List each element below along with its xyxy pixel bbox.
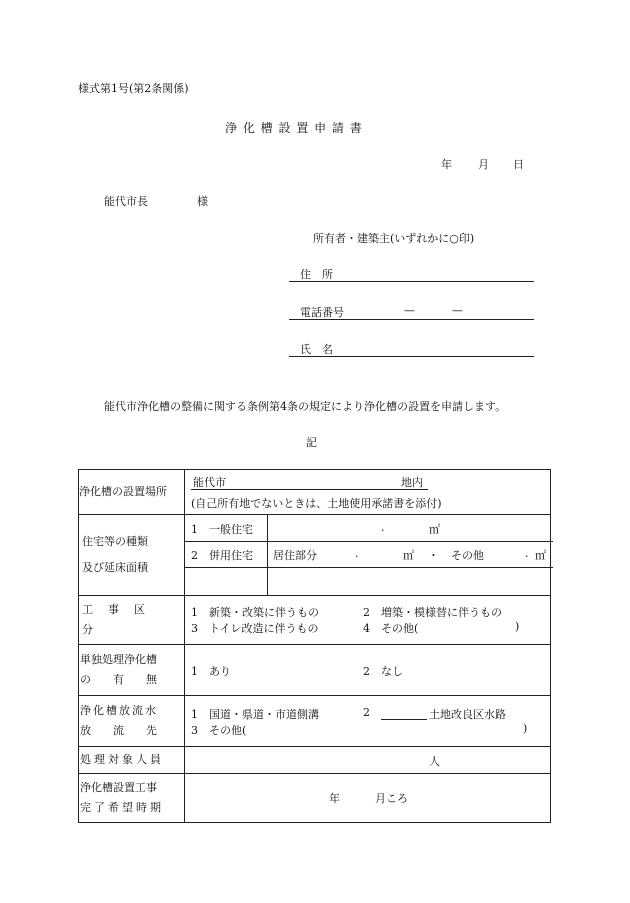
floor-area-label-line1: 住宅等の種類 (82, 535, 148, 548)
construction-label: 工事区分 (79, 596, 185, 645)
discharge-opt3-close: ) (523, 722, 528, 735)
floor-area-label-line2: 及び延床面積 (82, 561, 148, 574)
floor-area-cell (185, 515, 551, 596)
row-completion (79, 774, 551, 823)
location-suffix: 地内 (401, 476, 423, 489)
name-label: 氏 名 (300, 343, 333, 356)
ki-label: 記 (306, 436, 317, 449)
body-text: 能代市浄化槽の整備に関する条例第4条の規定により浄化槽の設置を申請します。 (104, 400, 507, 413)
discharge-opt1: 1 国道・県道・市道側溝 (191, 708, 319, 721)
floor-area-label (79, 515, 185, 596)
location-label: 浄化槽の設置場所 (79, 470, 185, 515)
floor-area-residential: 居住部分 (273, 549, 317, 562)
date-day: 日 (513, 158, 524, 171)
floor-area-opt1-unit: ㎡ (429, 523, 440, 536)
location-note: (自己所有地でないときは、土地使用承諾書を添付) (191, 497, 442, 510)
floor-area-opt2-unit: ㎡ (403, 549, 414, 562)
construction-opt4-close: ) (515, 620, 520, 633)
addressee-name: 能代市長 (104, 195, 148, 208)
floor-area-opt2: 2 併用住宅 (191, 549, 253, 562)
discharge-label: 浄化槽放流水 放流先 (79, 696, 185, 747)
row-persons (79, 747, 551, 774)
discharge-opt2-text: 土地改良区水路 (429, 708, 506, 721)
discharge-opt3: 3 その他( (191, 724, 247, 737)
completion-year: 年 (329, 792, 340, 805)
discharge-opt2-underline (381, 719, 427, 720)
single-septic-cell (185, 645, 551, 696)
single-septic-label: 単独処理浄化槽 の有無 (79, 645, 185, 696)
completion-label: 浄化槽設置工事 完了希望時期 (79, 774, 185, 823)
form-code: 様式第1号(第2条関係) (78, 82, 189, 95)
row-floor-area (79, 515, 551, 596)
single-septic-no: 2 なし (363, 665, 403, 678)
discharge-cell (185, 696, 551, 747)
phone-line (289, 319, 534, 320)
phone-separator-1: — (404, 304, 415, 317)
floor-area-opt1-dot: . (381, 521, 385, 534)
completion-month: 月ころ (375, 792, 408, 805)
row-discharge (79, 696, 551, 747)
phone-label: 電話番号 (300, 306, 344, 319)
floor-area-divider-v (267, 515, 268, 595)
location-cell[interactable] (185, 470, 551, 515)
construction-opt1: 1 新築・改築に伴うもの (191, 606, 319, 619)
floor-area-opt1: 1 一般住宅 (191, 523, 253, 536)
applicant-heading: 所有者・建築主(いずれかに○印) (313, 232, 475, 245)
completion-cell[interactable] (185, 774, 551, 823)
floor-area-other: その他 (451, 549, 484, 562)
page-title: 浄 化 槽 設 置 申 請 書 (225, 121, 363, 135)
construction-opt4: 4 その他( (363, 622, 419, 635)
name-line (289, 356, 534, 357)
persons-label: 処理対象人員 (79, 747, 185, 774)
floor-area-other-dot: . (525, 547, 529, 560)
single-septic-yes: 1 あり (191, 665, 231, 678)
construction-opt2: 2 増築・模様替に伴うもの (363, 606, 502, 619)
application-table (78, 469, 551, 823)
construction-cell (185, 596, 551, 645)
floor-area-divider-h2 (185, 567, 553, 568)
floor-area-bullet: ・ (428, 549, 439, 562)
addressee-honorific: 様 (197, 195, 208, 208)
construction-opt3: 3 トイレ改造に伴うもの (191, 622, 319, 635)
persons-cell[interactable] (185, 747, 551, 774)
persons-unit: 人 (429, 755, 440, 768)
location-city: 能代市 (193, 476, 226, 489)
row-construction (79, 596, 551, 645)
row-single-septic (79, 645, 551, 696)
floor-area-other-unit: ㎡ (535, 549, 546, 562)
phone-separator-2: — (452, 304, 463, 317)
location-underline (191, 489, 428, 490)
row-location (79, 470, 551, 515)
address-label: 住 所 (300, 268, 333, 281)
date-month: 月 (478, 158, 489, 171)
discharge-opt2-num: 2 (363, 706, 370, 719)
floor-area-divider-h1 (185, 541, 553, 542)
date-year: 年 (441, 158, 452, 171)
address-line (289, 281, 534, 282)
floor-area-opt2-dot: . (355, 547, 359, 560)
